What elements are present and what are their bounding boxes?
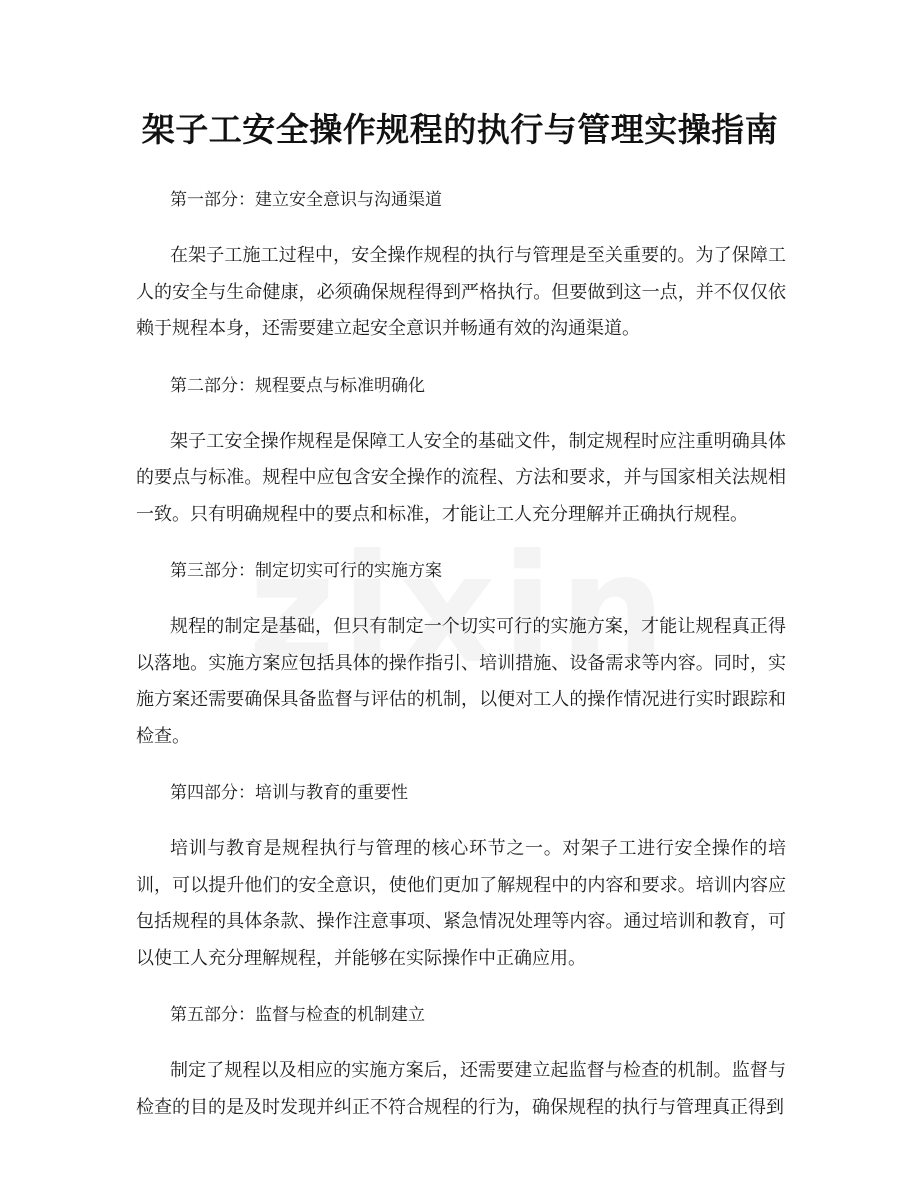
document-body	[136, 182, 786, 1146]
section-heading-3: 第三部分：制定切实可行的实施方案	[170, 561, 442, 581]
section-paragraph-2: 架子工安全操作规程是保障工人安全的基础文件，制定规程时应注重明确具体的要点与标准。规程中应包含安全操作的流程、方法和要求，并与国家相关法规相一致。只有明确规程中的要点和标准，才能让工人充分理解并正确执行规程。	[136, 430, 786, 525]
section-heading-5: 第五部分：监督与检查的机制建立	[170, 1005, 425, 1025]
document-title: 架子工安全操作规程的执行与管理实操指南	[141, 110, 779, 149]
section-paragraph-3: 规程的制定是基础，但只有制定一个切实可行的实施方案，才能让规程真正得以落地。实施方案应包括具体的操作指引、培训措施、设备需求等内容。同时，实施方案还需要确保具备监督与评估的机制，以便对工人的操作情况进行实时跟踪和检查。	[136, 616, 786, 747]
section-paragraph-4: 培训与教育是规程执行与管理的核心环节之一。对架子工进行安全操作的培训，可以提升他们的安全意识，使他们更加了解规程中的内容和要求。培训内容应包括规程的具体条款、操作注意事项、紧急情况处理等内容。通过培训和教育，可以使工人充分理解规程，并能够在实际操作中正确应用。	[136, 838, 786, 969]
section-heading-4: 第四部分：培训与教育的重要性	[170, 783, 408, 803]
section-paragraph-5: 制定了规程以及相应的实施方案后，还需要建立起监督与检查的机制。监督与检查的目的是及时发现并纠正不符合规程的行为，确保规程的执行与管理真正得到	[136, 1060, 786, 1118]
section-heading-1: 第一部分：建立安全意识与沟通渠道	[170, 190, 442, 210]
section-paragraph-1: 在架子工施工过程中，安全操作规程的执行与管理是至关重要的。为了保障工人的安全与生命健康，必须确保规程得到严格执行。但要做到这一点，并不仅仅依赖于规程本身，还需要建立起安全意识并畅通有效的沟通渠道。	[136, 245, 786, 339]
section-heading-2: 第二部分：规程要点与标准明确化	[170, 375, 425, 396]
